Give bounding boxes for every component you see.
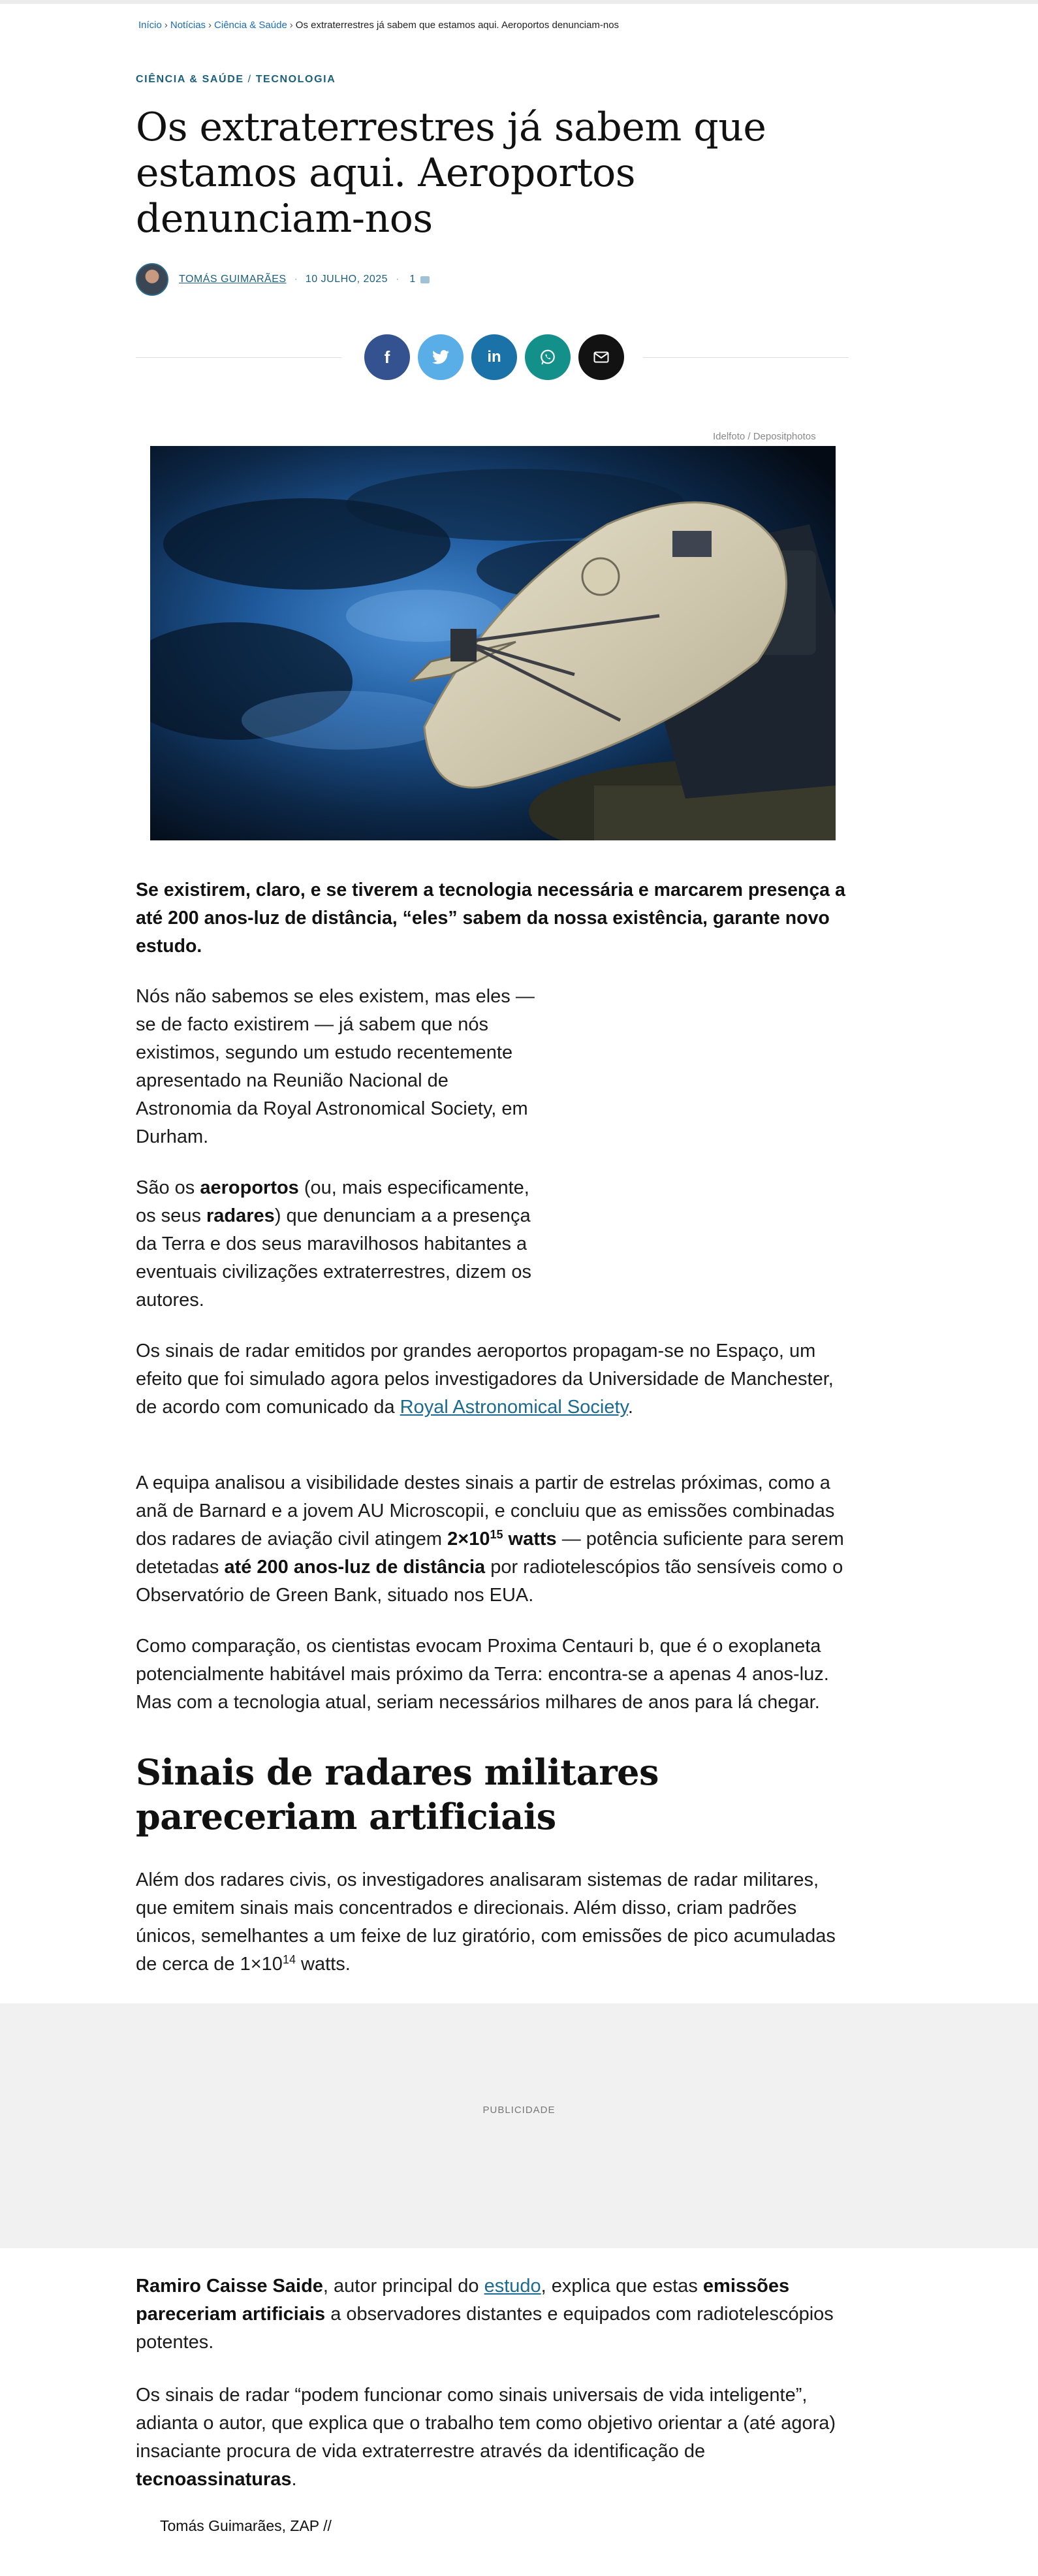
category-link-tecnologia[interactable]: TECNOLOGIA (255, 74, 336, 85)
share-email-button[interactable] (578, 334, 624, 380)
article-meta (136, 262, 430, 296)
bold-radares: radares (206, 1205, 275, 1226)
link-estudo[interactable]: estudo (484, 2276, 541, 2297)
text: , explica que estas (541, 2276, 703, 2297)
share-divider-left (136, 357, 341, 358)
hero-image-radar-dish (150, 446, 836, 840)
power-unit: watts (503, 1529, 557, 1550)
share-facebook-button[interactable] (364, 334, 410, 380)
publish-date: 10 JULHO, 2025 (305, 274, 388, 285)
breadcrumb-home-link[interactable]: Início (138, 20, 162, 31)
category-separator: / (247, 74, 252, 85)
paragraph-3 (136, 1337, 847, 1422)
image-credit: Idelfoto / Depositphotos (713, 431, 816, 442)
article-headline: Os extraterrestres já sabem que estamos aqui. Aeroportos denunciam-nos (136, 104, 766, 242)
breadcrumb-current: Os extraterrestres já sabem que estamos aqui. Aeroportos denunciam-nos (295, 20, 620, 31)
text: A equipa analisou a visibilidade destes sinais a partir de estrelas próximas, como a anã de Barnard e a jovem AU Microscopii, e concluiu que as emissões combinadas dos radares de aviação civil atingem (136, 1472, 835, 1550)
paragraph-4 (136, 1469, 847, 1610)
paragraph-2 (136, 1174, 547, 1314)
text: a observadores distantes e equipados com radiotelescópios potentes. (136, 2304, 834, 2353)
advertisement-block[interactable] (0, 2003, 1038, 2248)
power-exponent: 15 (490, 1528, 503, 1541)
section-subheading: Sinais de radares militares pareceriam artificiais (136, 1751, 659, 1837)
advertisement-label: PUBLICIDADE (482, 2105, 556, 2116)
share-linkedin-button[interactable] (471, 334, 517, 380)
comment-bubble-icon (420, 276, 430, 283)
author-link[interactable]: TOMÁS GUIMARÃES (179, 274, 287, 285)
text: Os sinais de radar emitidos por grandes aeroportos propagam-se no Espaço, um efeito que foi simulado agora pelos investigadores da Universidade de Manchester, de acordo com comunicado da (136, 1341, 834, 1418)
share-divider-right (643, 357, 849, 358)
link-royal-astronomical-society[interactable]: Royal Astronomical Society (400, 1397, 628, 1418)
text: — potência suficiente para serem detetadas (136, 1529, 844, 1578)
breadcrumb-separator: › (208, 20, 212, 31)
article-lead: Se existirem, claro, e se tiverem a tecnologia necessária e marcarem presença a até 200 anos-luz de distância, “eles” sabem da nossa existência, garante novo estudo. (136, 880, 845, 957)
paragraph-5: Como comparação, os cientistas evocam Proxima Centauri b, que é o exoplaneta potencialmente habitável mais próximo da Terra: encontra-se a apenas 4 anos-luz. Mas com a tecnologia atual, seriam necessários milhares de anos para lá chegar. (136, 1636, 829, 1713)
share-whatsapp-button[interactable] (525, 334, 571, 380)
text: . (627, 1397, 633, 1418)
text: por radiotelescópios tão sensíveis como o Observatório de Green Bank, situado nos EUA. (136, 1557, 843, 1606)
linkedin-icon: in (487, 348, 501, 366)
text: (ou, mais especificamente, os seus (136, 1177, 529, 1226)
text: watts. (295, 1954, 351, 1975)
top-bar (0, 0, 1038, 4)
text: . (291, 2469, 297, 2490)
text: ) que denunciam a a presença da Terra e dos seus maravilhosos habitantes a eventuais civilizações extraterrestres, dizem os autores. (136, 1205, 532, 1311)
breadcrumb-separator: › (164, 20, 168, 31)
text: Os sinais de radar “podem funcionar como sinais universais de vida inteligente”, adianta o autor, que explica que o trabalho tem como objetivo orientar a (até agora) insaciante procura de vida extraterrestre através da identificação de (136, 2385, 836, 2462)
share-bar (136, 334, 849, 381)
peak-exponent: 14 (282, 1953, 296, 1966)
text: São os (136, 1177, 200, 1198)
breadcrumb-news-link[interactable]: Notícias (170, 20, 206, 31)
power-base: 2×10 (447, 1529, 490, 1550)
bold-aeroportos: aeroportos (200, 1177, 299, 1198)
envelope-icon (593, 351, 609, 363)
facebook-icon: f (384, 347, 390, 367)
comments-link[interactable] (409, 274, 430, 285)
comments-count: 1 (409, 274, 416, 285)
breadcrumb-category-link[interactable]: Ciência & Saúde (214, 20, 287, 31)
paragraph-1: Nós não sabemos se eles existem, mas eles — se de facto existirem — já sabem que nós existimos, segundo um estudo recentemente apresentado na Reunião Nacional de Astronomia da Royal Astronomical Society, em Durham. (136, 986, 535, 1147)
meta-separator: · (396, 274, 400, 285)
article-signature: Tomás Guimarães, ZAP // (160, 2517, 332, 2534)
breadcrumb-separator: › (289, 20, 293, 31)
paragraph-6 (136, 1866, 847, 1979)
peak-base: 1×10 (240, 1954, 283, 1975)
article-categories (136, 74, 336, 86)
text: , autor principal do (322, 2276, 484, 2297)
bold-author-name: Ramiro Caisse Saide (136, 2276, 323, 2297)
bold-emissions: emissões pareceriam artificiais (136, 2276, 790, 2325)
text: Além dos radares civis, os investigadores analisaram sistemas de radar militares, que emitem sinais mais concentrados e direcionais. Além disso, criam padrões únicos, semelhantes a um feixe de luz giratório, com emissões de pico acumuladas de cerca de (136, 1869, 836, 1975)
bold-distance: até 200 anos-luz de distância (224, 1557, 486, 1578)
share-twitter-button[interactable] (418, 334, 464, 380)
category-link-ciencia-saude[interactable]: CIÊNCIA & SAÚDE (136, 74, 244, 85)
radar-dish-illustration (150, 446, 836, 840)
meta-separator: · (294, 274, 298, 285)
twitter-icon (432, 350, 449, 364)
bold-tecnoassinaturas: tecnoassinaturas (136, 2469, 292, 2490)
paragraph-8 (136, 2381, 847, 2494)
author-avatar[interactable] (136, 263, 168, 296)
whatsapp-icon (539, 349, 556, 366)
bold-power-value (447, 1529, 557, 1550)
share-buttons (364, 334, 624, 380)
breadcrumb (138, 20, 619, 31)
paragraph-7 (136, 2272, 847, 2357)
